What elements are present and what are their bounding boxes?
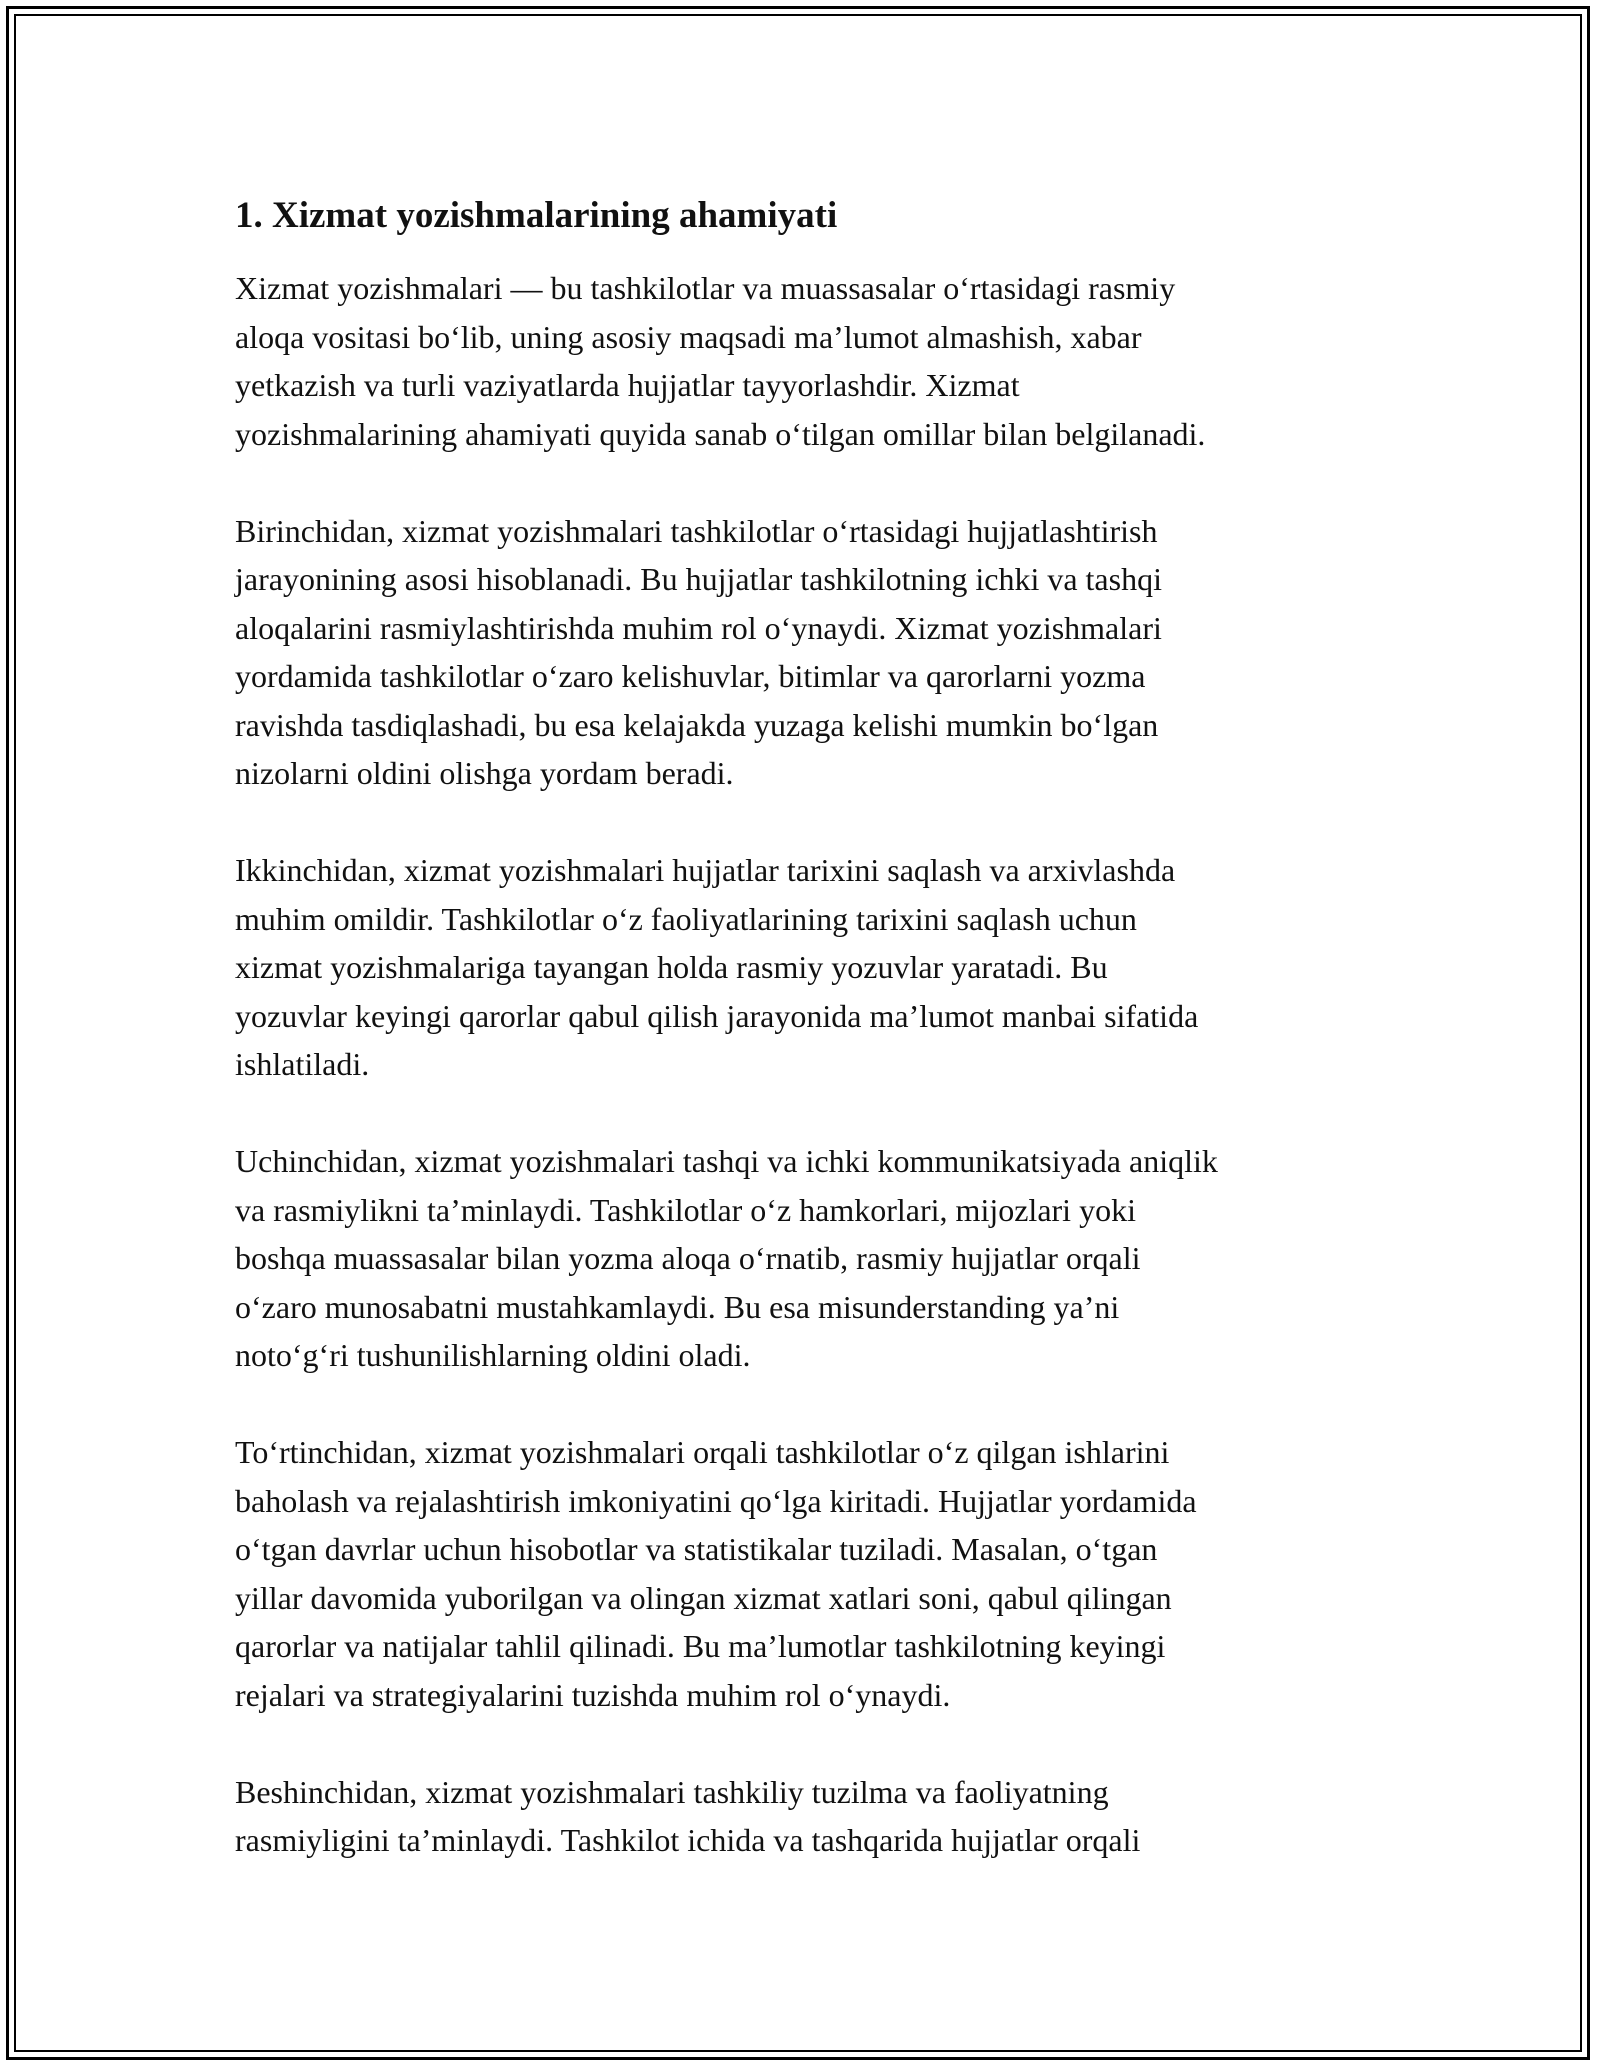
text-line: ravishda tasdiqlashadi, bu esa kelajakda yuzaga kelishi mumkin bo‘lgan bbox=[235, 706, 1159, 743]
text-line: baholash va rejalashtirish imkoniyatini qo‘lga kiritadi. Hujjatlar yordamida bbox=[235, 1482, 1197, 1519]
text-line: yozishmalarining ahamiyati quyida sanab o‘tilgan omillar bilan belgilanadi. bbox=[235, 415, 1206, 452]
text-line: o‘tgan davrlar uchun hisobotlar va statistikalar tuziladi. Masalan, o‘tgan bbox=[235, 1531, 1158, 1567]
paragraph-fourth bbox=[235, 1428, 1370, 1719]
text-line: o‘zaro munosabatni mustahkamlaydi. Bu esa misunderstanding ya’ni bbox=[235, 1288, 1120, 1325]
paragraph-second bbox=[235, 846, 1370, 1089]
text-line: qarorlar va natijalar tahlil qilinadi. Bu ma’lumotlar tashkilotning keyingi bbox=[235, 1628, 1166, 1664]
text-line: Birinchidan, xizmat yozishmalari tashkilotlar o‘rtasidagi hujjatlashtirish bbox=[235, 512, 1158, 549]
text-line: Beshinchidan, xizmat yozishmalari tashkiliy tuzilma va faoliyatning bbox=[235, 1773, 1109, 1810]
text-line: yillar davomida yuborilgan va olingan xizmat xatlari soni, qabul qilingan bbox=[235, 1579, 1172, 1616]
text-line: yordamida tashkilotlar o‘zaro kelishuvlar, bitimlar va qarorlarni yozma bbox=[235, 658, 1146, 694]
text-line: va rasmiylikni ta’minlaydi. Tashkilotlar o‘z hamkorlari, mijozlari yoki bbox=[235, 1191, 1136, 1228]
text-line: Uchinchidan, xizmat yozishmalari tashqi va ichki kommunikatsiyada aniqlik bbox=[235, 1143, 1218, 1179]
text-line: nizolarni oldini olishga yordam beradi. bbox=[235, 755, 734, 791]
text-line: xizmat yozishmalariga tayangan holda rasmiy yozuvlar yaratadi. Bu bbox=[235, 949, 1108, 985]
text-line: rejalari va strategiyalarini tuzishda muhim rol o‘ynaydi. bbox=[235, 1676, 951, 1713]
text-line: To‘rtinchidan, xizmat yozishmalari orqali tashkilotlar o‘z qilgan ishlarini bbox=[235, 1434, 1170, 1470]
paragraph-third bbox=[235, 1137, 1370, 1380]
text-line: aloqalarini rasmiylashtirishda muhim rol o‘ynaydi. Xizmat yozishmalari bbox=[235, 609, 1162, 646]
text-line: Xizmat yozishmalari — bu tashkilotlar va muassasalar o‘rtasidagi rasmiy bbox=[235, 270, 1176, 306]
text-line: ishlatiladi. bbox=[235, 1046, 370, 1082]
text-line: aloqa vositasi bo‘lib, uning asosiy maqsadi ma’lumot almashish, xabar bbox=[235, 318, 1142, 355]
section-heading: 1. Xizmat yozishmalarining ahamiyati bbox=[235, 195, 838, 236]
text-line: muhim omildir. Tashkilotlar o‘z faoliyatlarining tarixini saqlash uchun bbox=[235, 900, 1137, 937]
text-line: yozuvlar keyingi qarorlar qabul qilish jarayonida ma’lumot manbai sifatida bbox=[235, 997, 1199, 1034]
text-line: jarayonining asosi hisoblanadi. Bu hujjatlar tashkilotning ichki va tashqi bbox=[235, 561, 1162, 597]
text-line: boshqa muassasalar bilan yozma aloqa o‘rnatib, rasmiy hujjatlar orqali bbox=[235, 1240, 1141, 1276]
text-line: rasmiyligini ta’minlaydi. Tashkilot ichida va tashqarida hujjatlar orqali bbox=[235, 1822, 1141, 1858]
paragraph-fifth bbox=[235, 1768, 1370, 1865]
document-body bbox=[235, 188, 1370, 1913]
paragraph-intro bbox=[235, 264, 1370, 458]
text-line: Ikkinchidan, xizmat yozishmalari hujjatlar tarixini saqlash va arxivlashda bbox=[235, 852, 1176, 888]
text-line: noto‘g‘ri tushunilishlarning oldini oladi. bbox=[235, 1337, 751, 1373]
paragraph-first bbox=[235, 507, 1370, 798]
text-line: yetkazish va turli vaziyatlarda hujjatlar tayyorlashdir. Xizmat bbox=[235, 367, 1020, 403]
